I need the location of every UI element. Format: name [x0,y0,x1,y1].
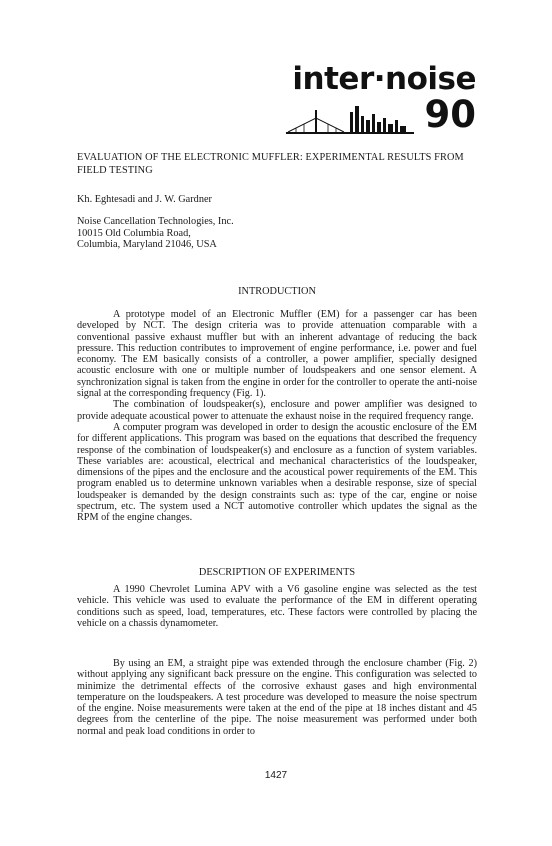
description-body-continued [77,658,477,737]
page-number: 1427 [264,770,288,781]
skyline-icon [286,102,414,134]
affiliation-line: Noise Cancellation Technologies, Inc. [77,216,234,227]
affiliation [77,216,234,251]
section-heading-description: DESCRIPTION OF EXPERIMENTS [198,567,356,578]
section-heading-introduction: INTRODUCTION [238,286,316,297]
introduction-body [77,309,477,524]
paper-title: EVALUATION OF THE ELECTRONIC MUFFLER: EXPERIMENTAL RESULTS FROM FIELD TESTING [77,152,464,176]
logo-year: 90 [424,93,476,136]
paragraph: The combination of loudspeaker(s), enclosure and power amplifier was designed to provide adequate acoustical power to attenuate the exhaust noise in the required frequency range. [77,399,477,422]
paragraph: A prototype model of an Electronic Muffler (EM) for a passenger car has been developed by NCT. The design criteria was to provide attenuation comparable with a conventional passive exhaust muffler but with an inherent advantage of reducing the back pressure. This reduction contributes to improvement of engine performance, i.e. power and fuel economy. The EM basically consists of a controller, a power amplifier, specially designed acoustic enclosure with one or multiple number of loudspeakers and one sensor element. A synchronization signal is taken from the engine in order for the controller to operate the anti-noise signal at the corresponding frequency (Fig. 1). [77,309,477,400]
paragraph: By using an EM, a straight pipe was extended through the enclosure chamber (Fig. 2) without applying any significant back pressure on the engine. This configuration was selected to minimize the detrimental effects of the corrosive exhaust gases and high environmental temperature on the loudspeakers. A test procedure was developed to measure the noise spectrum of the engine. Noise measurements were taken at the end of the pipe at 18 inches distant and 45 degrees from the centerline of the pipe. The noise measurement was performed under both normal and peak load conditions in order to [77,658,477,737]
paragraph: A 1990 Chevrolet Lumina APV with a V6 gasoline engine was selected as the test vehicle. This vehicle was used to evaluate the performance of the EM in different operating conditions such as speed, load, temperatures, etc. These factors were controlled by placing the vehicle on a chassis dynamometer. [77,584,477,629]
logo-wordmark: inter·noise [292,61,476,97]
paragraph: A computer program was developed in order to design the acoustic enclosure of the EM for different applications. This program was based on the equations that described the frequency response of the combination of loudspeaker(s) and enclosure as a function of system variables. These variables are: acoustical, electrical and mechanical characteristics of the loudspeaker, dimensions of the pipes and the enclosure and the acoustical power requirements of the EM. This program enabled us to determine unknown variables when a desirable response, size of special loudspeaker is demanded by the design constraints such as: type of the car, engine or noise spectrum, etc. The system used a NCT automotive controller which updates the signal as the RPM of the engine changes. [77,421,477,524]
description-body [77,584,477,629]
affiliation-line: 10015 Old Columbia Road, [77,227,191,239]
authors: Kh. Eghtesadi and J. W. Gardner [77,194,212,205]
conference-logo [286,61,476,136]
affiliation-line: Columbia, Maryland 21046, USA [77,239,217,250]
